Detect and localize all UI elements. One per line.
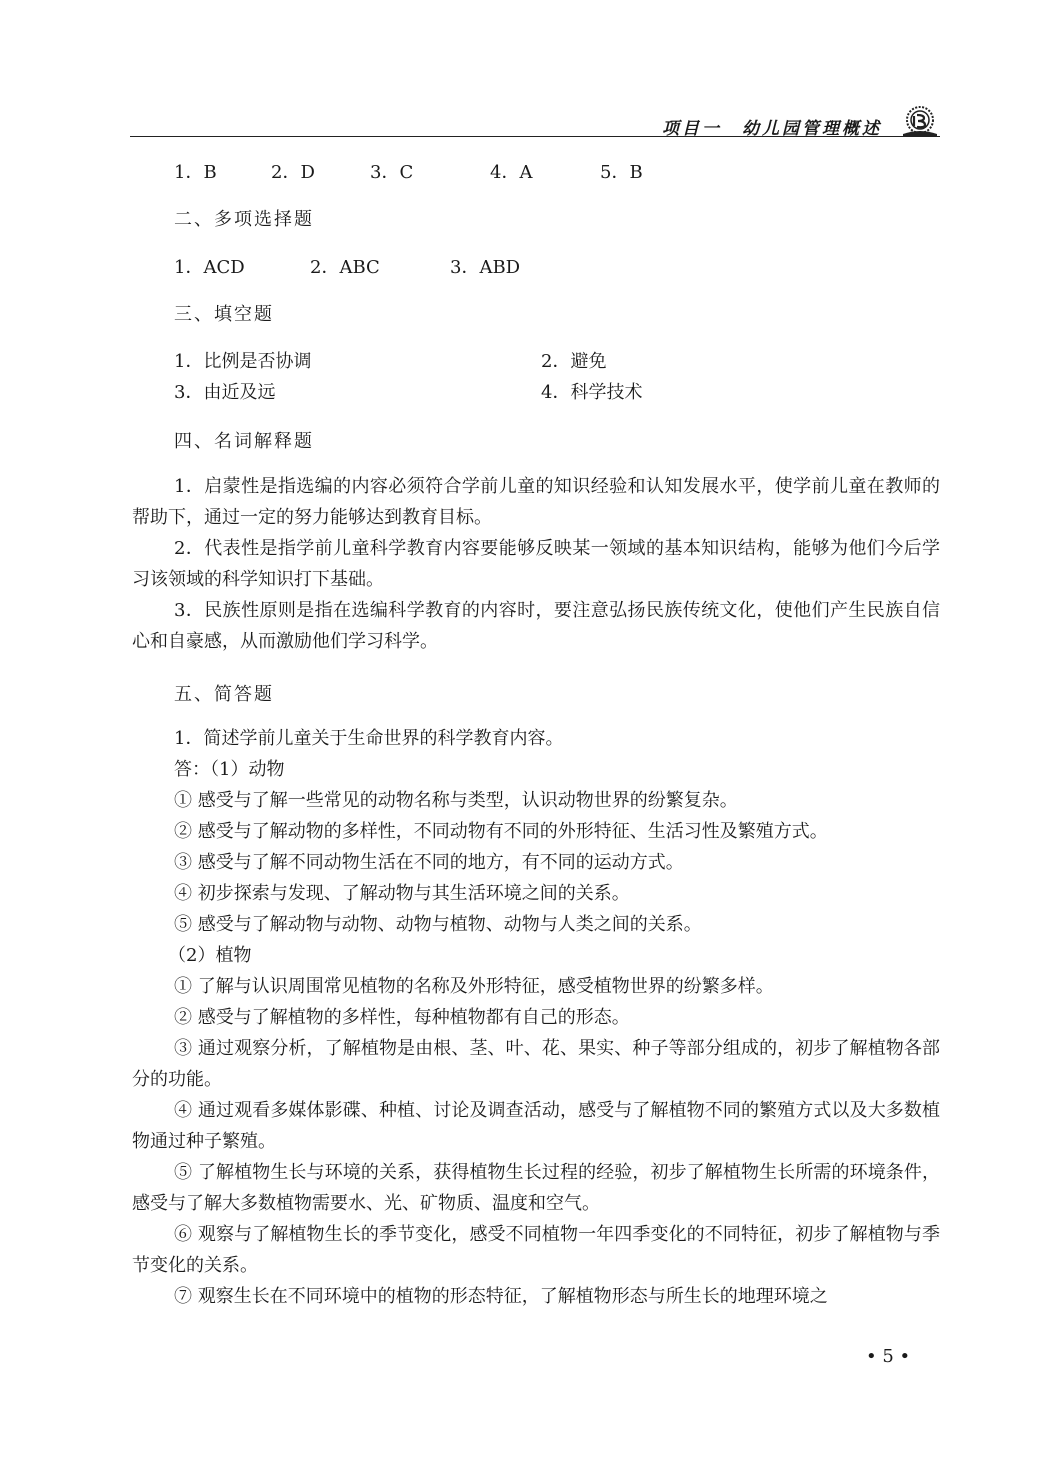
animal-point: ④ 初步探索与发现、了解动物与其生活环境之间的关系。 xyxy=(174,883,630,904)
answer-item: 2．ABC xyxy=(310,257,380,278)
plant-point: ⑤ 了解植物生长与环境的关系，获得植物生长过程的经验，初步了解植物生长所需的环境条件，感受与了解大多数植物需要水、光、矿物质、温度和空气。 xyxy=(132,1162,940,1214)
answer-item: 3．ABD xyxy=(450,257,521,278)
section-heading-fill-blank: 三、填空题 xyxy=(174,304,274,325)
answer-item: 5．B xyxy=(600,162,643,183)
animal-point: ① 感受与了解一些常见的动物名称与类型，认识动物世界的纷繁复杂。 xyxy=(174,790,738,811)
fill-blank-answer: 2．避免 xyxy=(541,351,607,372)
book-logo-icon xyxy=(900,104,940,138)
fill-blank-answer: 3．由近及远 xyxy=(174,382,276,403)
answer-item: 1．B xyxy=(174,162,217,183)
answer-item: 3．C xyxy=(370,162,414,183)
term-paragraph: 2．代表性是指学前儿童科学教育内容要能够反映某一领域的基本知识结构，能够为他们今后学习该领域的科学知识打下基础。 xyxy=(132,538,940,590)
fill-blank-answer: 4．科学技术 xyxy=(541,382,643,403)
plant-point: ⑥ 观察与了解植物生长的季节变化，感受不同植物一年四季变化的不同特征，初步了解植物与季节变化的关系。 xyxy=(132,1224,940,1276)
animal-point: ② 感受与了解动物的多样性，不同动物有不同的外形特征、生活习性及繁殖方式。 xyxy=(174,821,828,842)
question-text: 1．简述学前儿童关于生命世界的科学教育内容。 xyxy=(174,728,564,749)
plant-heading: （2）植物 xyxy=(168,945,252,966)
section-heading-terms: 四、名词解释题 xyxy=(174,431,314,452)
terms-list xyxy=(132,471,940,657)
section-heading-multi-choice: 二、多项选择题 xyxy=(174,209,314,230)
answer-item: 4．A xyxy=(490,162,533,183)
answer-intro: 答：（1）动物 xyxy=(174,759,285,780)
header-rule xyxy=(130,136,940,137)
fill-blank-answer: 1．比例是否协调 xyxy=(174,351,312,372)
animal-point: ⑤ 感受与了解动物与动物、动物与植物、动物与人类之间的关系。 xyxy=(174,914,702,935)
term-paragraph: 1．启蒙性是指选编的内容必须符合学前儿童的知识经验和认知发展水平，使学前儿童在教师的帮助下，通过一定的努力能够达到教育目标。 xyxy=(132,476,940,528)
plant-point: ② 感受与了解植物的多样性，每种植物都有自己的形态。 xyxy=(174,1007,630,1028)
header-title: 项目一 幼儿园管理概述 xyxy=(662,119,882,139)
animal-point: ③ 感受与了解不同动物生活在不同的地方，有不同的运动方式。 xyxy=(174,852,684,873)
section-heading-short-answer: 五、简答题 xyxy=(174,684,274,705)
page-number: • 5 • xyxy=(866,1346,911,1367)
page-header xyxy=(130,104,940,138)
term-paragraph: 3．民族性原则是指在选编科学教育的内容时，要注意弘扬民族传统文化，使他们产生民族自信心和自豪感，从而激励他们学习科学。 xyxy=(132,600,940,652)
short-answer-body xyxy=(132,723,940,1312)
answer-item: 1．ACD xyxy=(174,257,245,278)
plant-point: ④ 通过观看多媒体影碟、种植、讨论及调查活动，感受与了解植物不同的繁殖方式以及大多数植物通过种子繁殖。 xyxy=(132,1100,940,1152)
answer-item: 2．D xyxy=(271,162,315,183)
plant-point: ③ 通过观察分析，了解植物是由根、茎、叶、花、果实、种子等部分组成的，初步了解植物各部分的功能。 xyxy=(132,1038,940,1090)
plant-point: ⑦ 观察生长在不同环境中的植物的形态特征，了解植物形态与所生长的地理环境之 xyxy=(174,1286,828,1307)
plant-point: ① 了解与认识周围常见植物的名称及外形特征，感受植物世界的纷繁多样。 xyxy=(174,976,774,997)
